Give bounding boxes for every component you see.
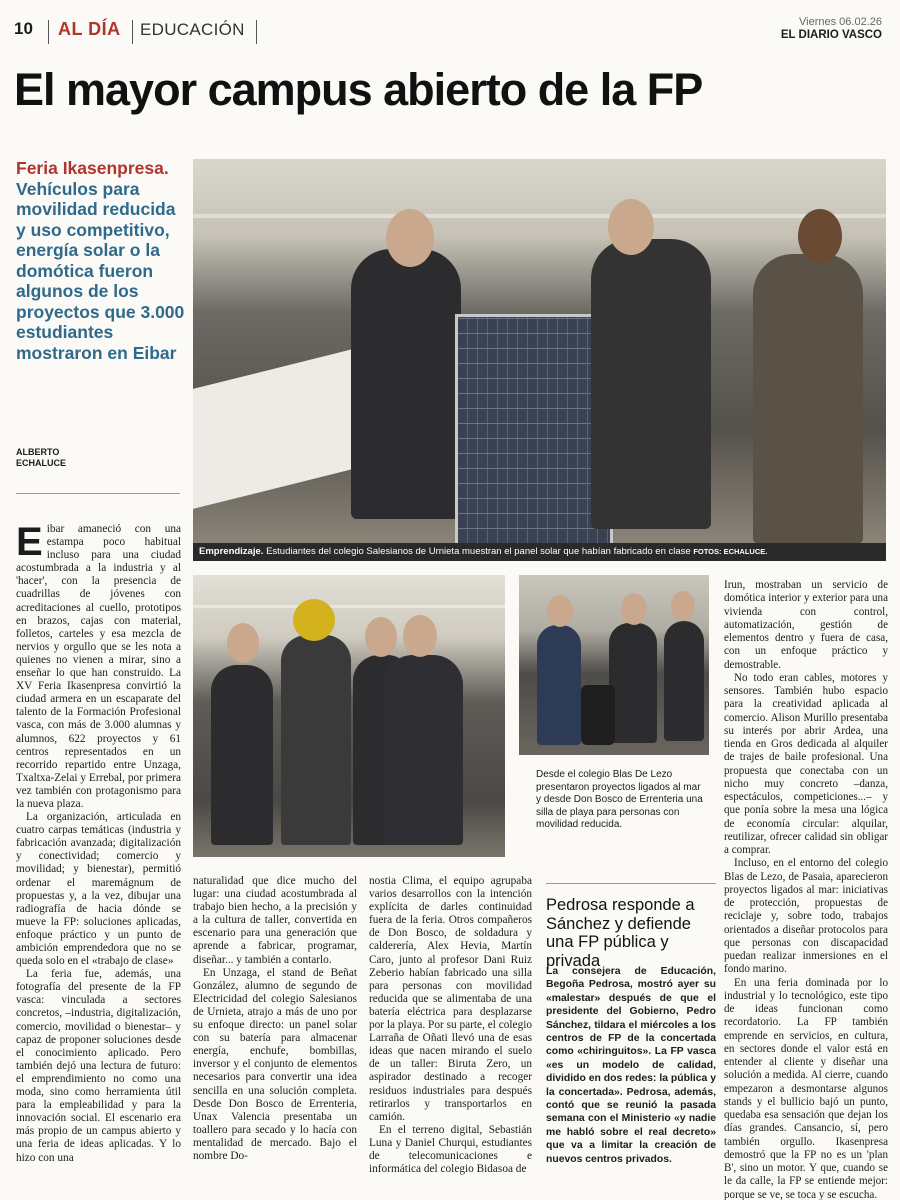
section-name: AL DÍA [58, 19, 121, 39]
lead-summary [16, 158, 188, 363]
photo3-caption: Desde el colegio Blas De Lezo presentaron proyectos ligados al mar y desde Don Bosco de Errenteria una silla de playa para personas con movilidad reducida. [536, 769, 703, 831]
paragraph: nostia Clima, el equipo agrupaba varios desarrollos con la intención explícita de darles continuidad fuera de la feria. Otros compañeros de Don Bosco, de soldadura y calderería, Alex Hevia, Martín Caro, junto al profesor Dani Ruiz Zeberio habían fabricado una silla para personas con movilidad reducida que se alimentaba de una batería eléctrica para desplazarse por la playa. Por su parte, el colegio Larraña de Oñati llevó una de esas ideas que nacen mirando el suelo de un taller: Biruta Zero, un aspirador destinado a recoger residuos industriales para después retirarlos y transportarlos en camión. [369, 875, 532, 1123]
photo-students-diver-suit [193, 575, 505, 857]
main-photo [193, 159, 886, 543]
beach-wheelchair [581, 685, 615, 745]
author-first-name: ALBERTO [16, 447, 60, 457]
caption-text: Estudiantes del colegio Salesianos de Urnieta muestran el panel solar que habían fabricado en clase [266, 546, 691, 557]
tent-frame [193, 605, 505, 608]
article-column-5 [724, 579, 888, 1200]
page-header [14, 14, 886, 48]
photo-beach-chair [519, 575, 709, 755]
article-column-2 [193, 875, 357, 1191]
paragraph: naturalidad que dice mucho del lugar: una ciudad acostumbrada al trabajo bien hecho, a la precisión y a la cultura de taller, convertida en escenario para una generación que aprende a fabricar, programar, diseñar... y también a contarlo. [193, 875, 357, 966]
student-head [547, 595, 573, 627]
paragraph: En el terreno digital, Sebastián Luna y Daniel Churqui, estudiantes de telecomunicaciones e informática del colegio Bidasoa de [369, 1123, 532, 1176]
paragraph: Irun, mostraban un servicio de domótica interior y exterior para una vivienda con control, automatización, gestión de elementos dentro y fuera de casa, con un enfoque práctico y demostrable. [724, 579, 888, 671]
paragraph: La feria fue, además, una fotografía del presente de la FP vasca: vinculada a sectores concretos, –industria, digitalización, comercio, movilidad o bienestar– y capaz de proponer soluciones desde el conocimiento aplicado. Pero también dejó una lectura de futuro: el emprendimiento no como una moda, sino como herramienta útil para la empleabilidad y para la innovación social. El escenario era más propio de un campus abierto y una feria de ideas aplicadas. Y lo hizo con una [16, 968, 181, 1164]
main-photo-caption [193, 543, 886, 561]
visitor [753, 254, 863, 543]
box-body: La consejera de Educación, Begoña Pedrosa, mostró ayer su «malestar» después de que el presidente del Gobierno, Pedro Sánchez, tildara el miércoles a los centros de FP de la concertada como «chiringuitos». La FP vasca «es un modelo de calidad, dividido en dos redes: la pública y la concertada». Pedrosa, además, contó que se reunió la pasada semana con el Ministerio «y nadie me habló sobre el real decreto» que va a limitar la creación de nuevos centros privados. [546, 966, 716, 1165]
paragraph [16, 520, 181, 811]
student-head [403, 615, 437, 657]
student-head [621, 593, 647, 625]
student-head [671, 591, 695, 621]
divider [16, 493, 180, 494]
caption-label: Emprendizaje. [199, 546, 264, 557]
header-divider [48, 20, 49, 44]
student [609, 623, 657, 743]
tent-frame [193, 214, 886, 218]
student [664, 621, 704, 741]
student [537, 625, 581, 745]
article-column-3 [369, 875, 532, 1191]
headline: El mayor campus abierto de la FP [14, 64, 703, 115]
lead-kicker: Feria Ikasenpresa. [16, 158, 169, 178]
author-last-name: ECHALUCE [16, 458, 67, 468]
header-divider [256, 20, 257, 44]
photo-credit: FOTOS: ECHALUCE. [693, 547, 768, 556]
student-left-head [386, 209, 434, 267]
drop-cap: E [16, 520, 43, 564]
newspaper-name: EL DIARIO VASCO [780, 29, 882, 41]
paragraph: En una feria dominada por lo industrial y lo tecnológico, este tipo de ideas funcionan como recordatorio. La FP también emprende en servicios, en cultura, en sectores donde el valor está en entender al cliente y diseñar una solución a medida. Al cierre, cuando empezaron a desmontarse algunos stands y el bullicio bajó un punto, quedaba esa sensación que dejan los días grandes. Cansancio, sí, pero también orgullo. Ikasenpresa demostró que la FP no es un 'plan B', sino un motor. Y que, cuando se le da calle, la FP se entiende mejor: porque se ve, se toca y se escucha. [724, 976, 888, 1200]
student-head [227, 623, 259, 663]
page-number: 10 [14, 19, 33, 38]
paragraph: Incluso, en el entorno del colegio Blas de Lezo, de Pasaia, aparecieron proyectos ligados al mar: iniciativas de protección, propuestas de reciclaje y, sobre todo, trabajos orientados a diseñar protocolos para que personas con discapacidad puedan realizar inmersiones en el fondo marino. [724, 857, 888, 976]
paragraph-text: ibar amaneció con una estampa poco habitual incluso para una ciudad acostumbrada a la industria y al 'hacer', con la presencia de cuadrillas de jóvenes con acreditaciones al cuello, prototipos en brazos, cajas con material, folletos, carteles y esa mezcla de nervios y orgullo que se les nota a quienes no vienen a mirar, sino a enseñar lo que han construido. La XV Feria Ikasenpresa convirtió la ciudad armera en un escaparate del talento de la Formación Profesional vasca, con más de 3.000 alumnas y alumnos, 622 proyectos y 61 centros representados en un recorrido repartido entre Unzaga, Txaltxa-Zelai y Errebal, por primera vez también con protagonismo para la nueva plaza. [16, 523, 181, 810]
paragraph: No todo eran cables, motores y sensores. También hubo espacio para la creatividad aplicada al comercio. Alison Murillo presentaba su interés por abrir Ardea, una tienda en Gros dedicada al alquiler de trajes de baile profesional. Una propuesta que conectaba con un nicho muy concreto –danza, espectáculos, competiciones...– y que ponía sobre la mesa una lógica de economía circular: alquilar, reutilizar, ofrecer calidad sin obligar a comprar. [724, 671, 888, 856]
visitor-head [798, 209, 842, 263]
paragraph: En Unzaga, el stand de Beñat González, alumno de segundo de Electricidad del colegio Salesianos de Urnieta, atrajo a más de uno por su enfoque directo: un panel solar con su batería para almacenar energía, enchufe, bombillas, inversor y el conjunto de elementos necesarios para convertir una idea sencilla en una solución completa. Desde Don Bosco de Errenteria, Unax Valencia presentaba un toallero para secado y lo hacía con mentalidad de mercado. Bajo el nombre Do- [193, 966, 357, 1162]
box-top-rule [546, 883, 716, 884]
student-right [591, 239, 711, 529]
diving-helmet [293, 599, 335, 641]
student [383, 655, 463, 845]
subsection-name: EDUCACIÓN [140, 20, 245, 39]
box-title: Pedrosa responde a Sánchez y defiende una FP pública y privada [546, 896, 695, 970]
solar-panel [455, 314, 613, 543]
student-left [351, 249, 461, 519]
student [211, 665, 273, 845]
issue-date: Viernes 06.02.26 [799, 16, 882, 28]
student-head [365, 617, 397, 657]
student-right-head [608, 199, 654, 255]
diving-suit [281, 635, 351, 845]
paragraph: La organización, articulada en cuatro carpas temáticas (industria y fabricación avanzada; digitalización y conectividad; comercio y movilidad; y bienestar), permitió ordenar el maremágnum de propuestas y, a la vez, dibujar una radiografía de hacia dónde se mueve la FP: soluciones aplicadas, enfoque práctico y un punto de ambición emprendedora que no se queda solo en el «trabajo de clase» [16, 811, 181, 968]
article-column-1 [16, 520, 181, 1191]
header-divider [132, 20, 133, 44]
byline [16, 447, 136, 469]
lead-text: Vehículos para movilidad reducida y uso competitivo, energía solar o la domótica fueron algunos de los proyectos que 3.000 estudiantes mostraron en Eibar [16, 178, 185, 363]
